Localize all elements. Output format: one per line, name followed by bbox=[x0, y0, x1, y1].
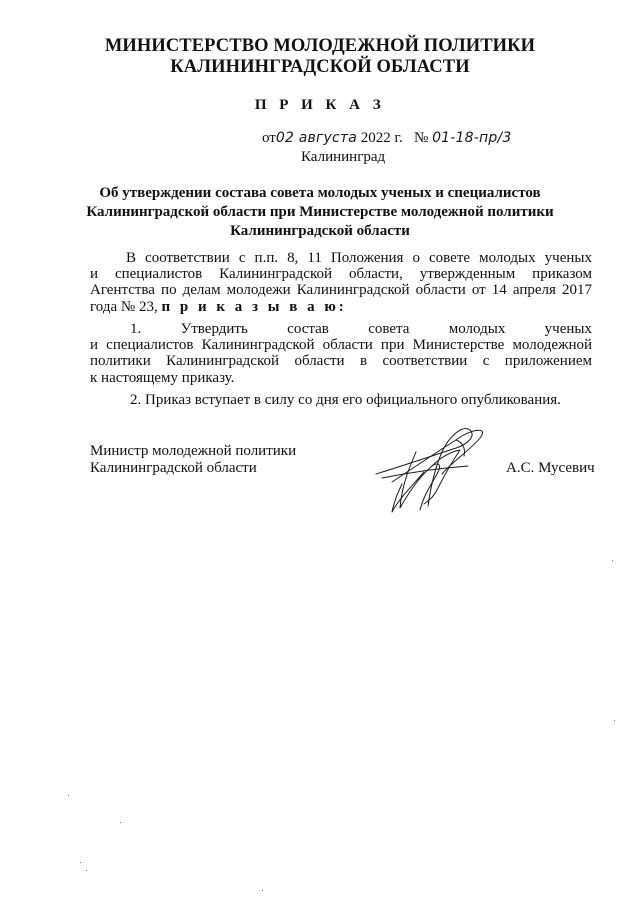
signatory-title-line-2: Калининградской области bbox=[90, 460, 257, 476]
subject-line-2: Калининградской области при Министерстве молодежной политики bbox=[86, 204, 554, 220]
handwritten-date: 02 августа bbox=[275, 130, 358, 146]
date-prefix: от bbox=[262, 130, 276, 146]
ministry-header bbox=[0, 36, 640, 78]
ministry-line-2: КАЛИНИНГРАДСКОЙ ОБЛАСТИ bbox=[170, 57, 470, 77]
signatory-title-line-1: Министр молодежной политики bbox=[90, 443, 297, 459]
order-item-1 bbox=[90, 321, 592, 386]
subject-line-1: Об утверждении состава совета молодых ученых и специалистов bbox=[99, 185, 541, 201]
handwritten-number: 01-18-пр/3 bbox=[432, 130, 512, 146]
scan-speck bbox=[86, 870, 87, 871]
scan-speck bbox=[262, 890, 263, 891]
scan-speck bbox=[614, 720, 615, 721]
preamble-ref: года № 23, bbox=[90, 298, 158, 315]
order-item-2 bbox=[90, 392, 592, 408]
scan-speck bbox=[68, 795, 69, 796]
scan-speck bbox=[612, 560, 613, 561]
date-number-line bbox=[262, 130, 511, 147]
handwritten-signature bbox=[372, 422, 492, 522]
scan-speck bbox=[80, 862, 81, 863]
item1-line-4: к настоящему приказу. bbox=[90, 369, 235, 386]
date-year: 2022 г. bbox=[360, 130, 403, 146]
preamble-line-4 bbox=[90, 299, 592, 315]
city-name: Калининград bbox=[301, 149, 386, 165]
preamble-line-1: В соответствии с п.п. 8, 11 Положения о совете молодых ученых bbox=[126, 250, 592, 266]
ministry-line-1: МИНИСТЕРСТВО МОЛОДЕЖНОЙ ПОЛИТИКИ bbox=[104, 36, 536, 56]
preamble-line-3: Агентства по делам молодежи Калининградской области от 14 апреля 2017 bbox=[90, 282, 592, 299]
document-type: П Р И К А З bbox=[254, 97, 386, 113]
item1-line-2: и специалистов Калининградской области при Министерстве молодежной bbox=[90, 337, 592, 354]
order-verb: п р и к а з ы в а ю: bbox=[161, 298, 347, 315]
preamble-paragraph bbox=[90, 250, 592, 315]
signatory-name: А.С. Мусевич bbox=[506, 460, 595, 476]
preamble-line-2: и специалистов Калининградской области, утвержденным приказом bbox=[90, 266, 592, 283]
number-label: № bbox=[414, 130, 429, 146]
subject-line-3: Калининградской области bbox=[230, 223, 410, 239]
signatory-title bbox=[90, 443, 296, 477]
item1-line-1: 1. Утвердить состав совета молодых ученых bbox=[130, 321, 592, 337]
scan-speck bbox=[120, 822, 121, 823]
item2-line: 2. Приказ вступает в силу со дня его официального опубликования. bbox=[130, 392, 561, 408]
item1-line-3: политики Калининградской области в соответствии с приложением bbox=[90, 353, 592, 370]
order-subject bbox=[60, 184, 580, 241]
